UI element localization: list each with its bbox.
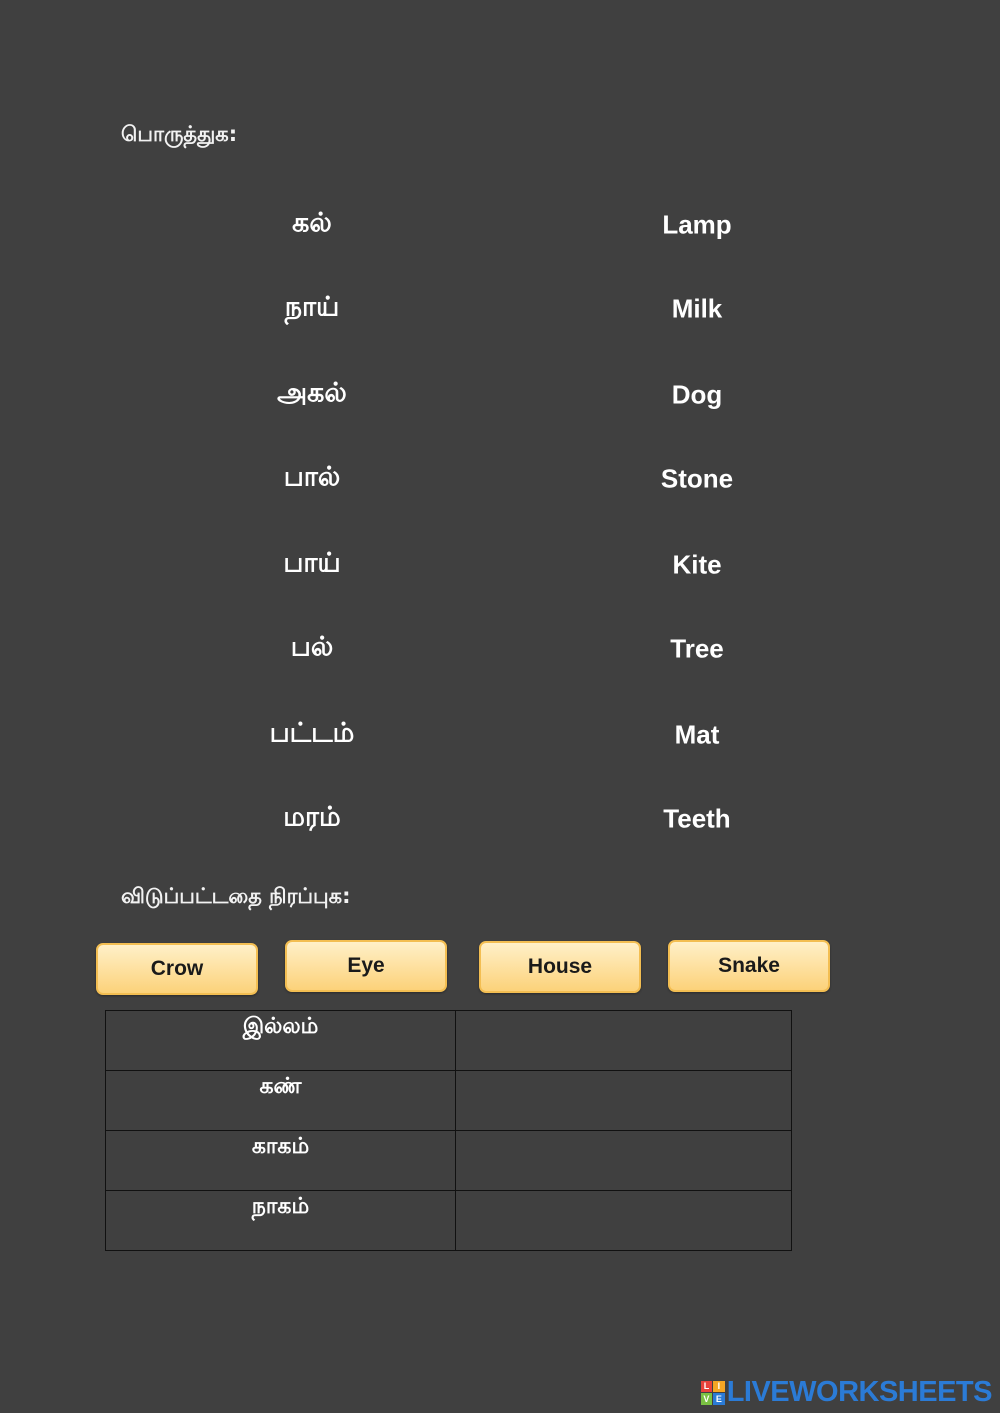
liveworksheets-logo: [701, 1376, 992, 1409]
table-row: [106, 1071, 792, 1131]
fill-word: நாகம்: [106, 1191, 456, 1251]
match-right-4[interactable]: Stone: [660, 463, 734, 494]
match-left-2[interactable]: நாய்: [284, 291, 340, 323]
word-chip-eye[interactable]: Eye: [285, 940, 447, 992]
fill-heading: விடுப்பட்டதை நிரப்புக:: [121, 884, 351, 908]
logo-letter: E: [713, 1393, 725, 1405]
match-left-4[interactable]: பால்: [283, 461, 341, 493]
answer-drop-zone[interactable]: [456, 1191, 792, 1251]
live-logo-icon: [701, 1381, 725, 1405]
table-row: [106, 1191, 792, 1251]
fill-word: காகம்: [106, 1131, 456, 1191]
logo-letter: L: [701, 1381, 713, 1393]
match-right-5[interactable]: Kite: [672, 549, 722, 580]
match-right-1[interactable]: Lamp: [662, 209, 732, 240]
fill-word: இல்லம்: [106, 1011, 456, 1071]
match-right-7[interactable]: Mat: [674, 719, 720, 750]
fill-table: [105, 1010, 792, 1251]
table-row: [106, 1131, 792, 1191]
match-right-6[interactable]: Tree: [670, 633, 724, 664]
table-row: [106, 1011, 792, 1071]
match-right-2[interactable]: Milk: [671, 293, 723, 324]
match-left-8[interactable]: மரம்: [283, 801, 341, 833]
match-left-3[interactable]: அகல்: [277, 377, 347, 409]
fill-word: கண்: [106, 1071, 456, 1131]
brand-name: LIVEWORKSHEETS: [726, 1376, 992, 1408]
logo-letter: V: [701, 1393, 713, 1405]
answer-drop-zone[interactable]: [456, 1071, 792, 1131]
match-left-7[interactable]: பட்டம்: [269, 717, 355, 749]
match-left-1[interactable]: கல்: [292, 207, 332, 239]
answer-drop-zone[interactable]: [456, 1011, 792, 1071]
match-right-8[interactable]: Teeth: [663, 803, 731, 834]
logo-letter: I: [713, 1381, 725, 1393]
answer-drop-zone[interactable]: [456, 1131, 792, 1191]
match-left-5[interactable]: பாய்: [283, 547, 341, 579]
match-left-6[interactable]: பல்: [290, 631, 334, 663]
word-chip-crow[interactable]: Crow: [96, 943, 258, 995]
match-right-3[interactable]: Dog: [671, 379, 723, 410]
match-heading: பொருத்துக:: [121, 122, 238, 146]
word-chip-house[interactable]: House: [479, 941, 641, 993]
word-chip-snake[interactable]: Snake: [668, 940, 830, 992]
